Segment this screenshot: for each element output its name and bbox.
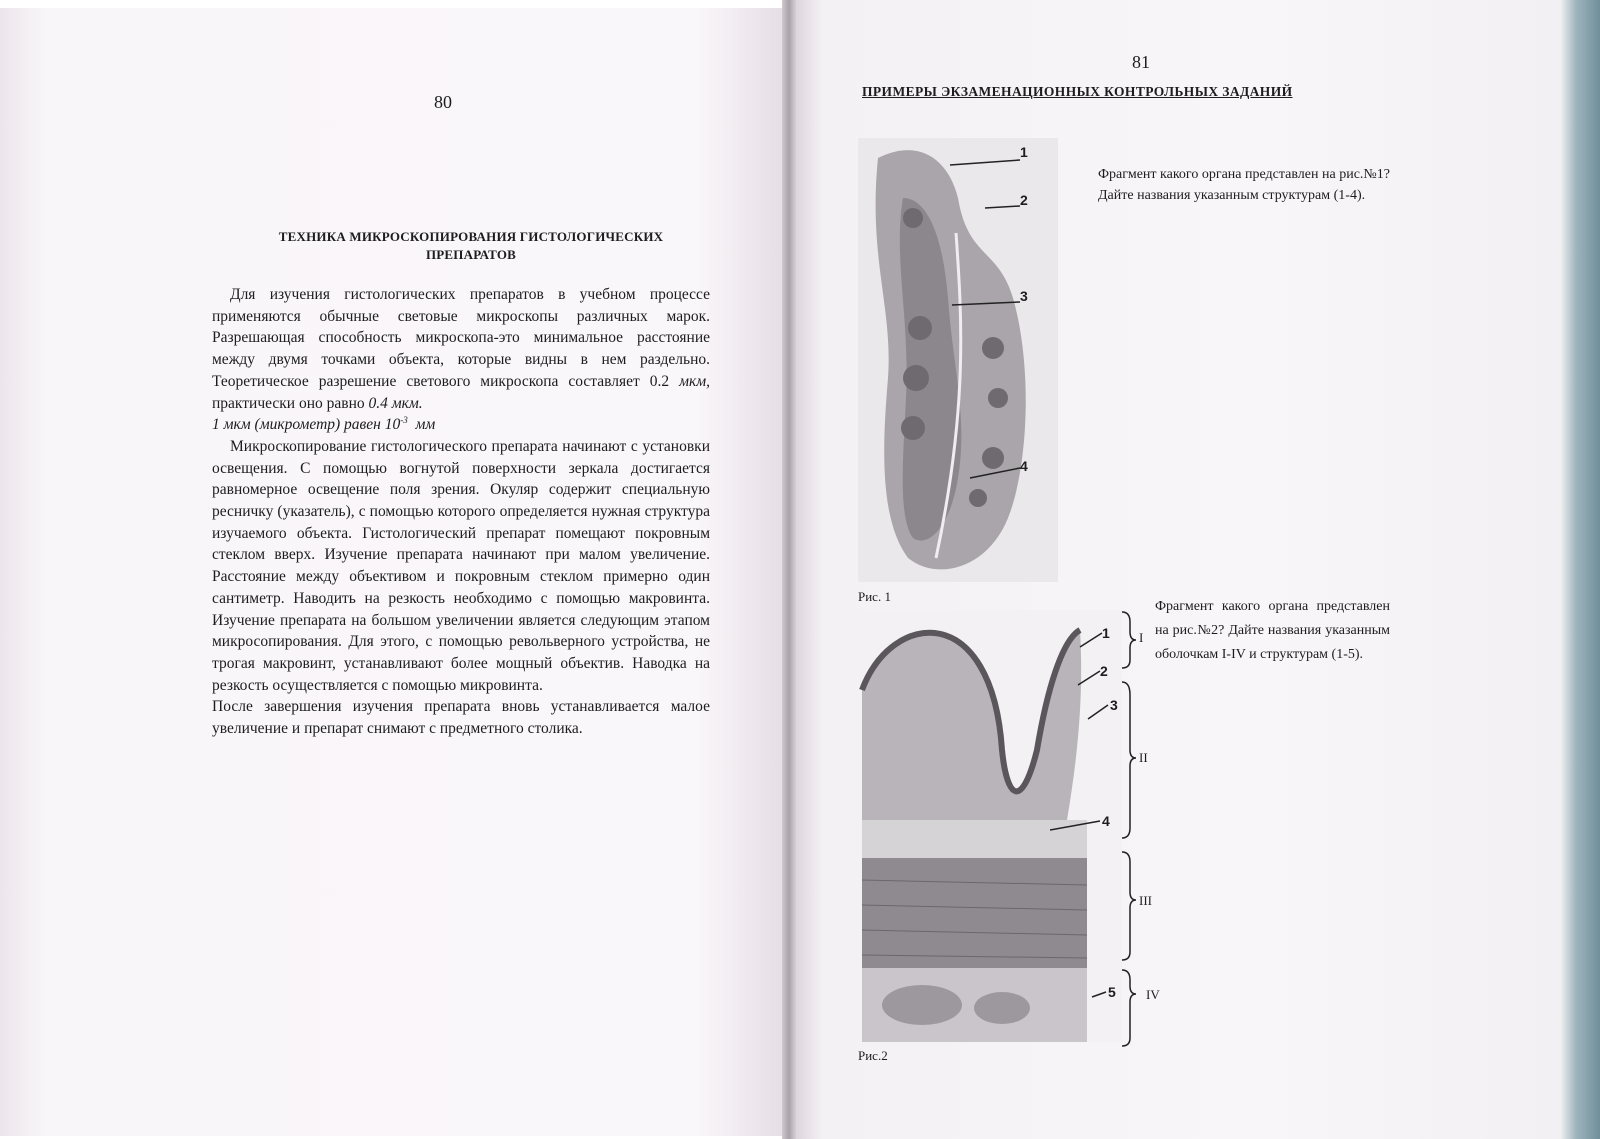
fig2-label-3: 3 [1110, 697, 1118, 713]
figure-1-pointers [940, 150, 1022, 480]
paragraph-finish: После завершения изучения препарата вновь устанавливается малое увеличение и препарат снимают с предметного столика. [212, 698, 710, 738]
page-edge [1560, 0, 1600, 1139]
fig2-layer-I: I [1139, 630, 1144, 645]
question-1: Фрагмент какого органа представлен на рис.№1? Дайте названия указанным структурам (1-4). [1098, 167, 1390, 203]
vessel-1 [882, 985, 962, 1025]
fig2-layer-IV: IV [1146, 987, 1160, 1002]
fig2-label-5: 5 [1108, 984, 1116, 1000]
left-page-title [230, 228, 712, 264]
question-2: Фрагмент какого органа представлен на рис.№2? Дайте названия указанным оболочкам I-IV и структурам (1-5). [1155, 599, 1390, 662]
figure-1-caption: Рис. 1 [858, 589, 891, 604]
left-title-line2: ПРЕПАРАТОВ [425, 247, 517, 262]
left-title-line1: ТЕХНИКА МИКРОСКОПИРОВАНИЯ ГИСТОЛОГИЧЕСКИХ [278, 229, 664, 244]
figure-2-caption: Рис.2 [858, 1048, 888, 1063]
fig2-label-1: 1 [1102, 625, 1110, 641]
fig1-label-4: 4 [1020, 458, 1028, 474]
fig1-label-1: 1 [1020, 144, 1028, 160]
figure-2-pointers [1050, 625, 1110, 1000]
fig1-label-2: 2 [1020, 192, 1028, 208]
figure-2-brackets [1120, 610, 1140, 1050]
fig2-layer-III: III [1139, 893, 1152, 908]
page-number-right: 81 [1132, 52, 1150, 72]
paragraph-micrometer: 1 мкм (микрометр) равен $10^{-3}$ мм [212, 415, 436, 434]
paragraph-technique: Микроскопирование гистологического препарата начинают с установки освещения. С помощью вогнутой поверхности зеркала достигается равномерное освещение поля зрения. Окуляр содержит специальную ресничку (указатель), с помощью которого определяется нужная структура изучаемого объекта. Гистологический препарат помещают покровным стеклом вверх. Изучение препарата начинают при малом увеличение. Расстояние между объективом и покровным стеклом примерно один сантиметр. Наводить на резкость необходимо с помощью макровинта. Изучение препарата на большом увеличении является следующим этапом микросопирования. Для этого, с помощью револьверного устройства, не трогая макровинт, устанавливают более мощный объектив. Наводка на резкость осуществляется с помощью микровинта. [212, 437, 710, 694]
book-gutter [782, 0, 796, 1139]
paragraph-resolution: Для изучения гистологических препаратов в учебном процессе применяются обычные световые микроскопы различных марок. Разрешающая способность микроскопа-это минимальное расстояние между двумя точками объекта, которые видны в нем раздельно. Теоретическое разрешение светового микроскопа составляет 0.2 мкм, практически оно равно 0.4 мкм. [212, 286, 710, 412]
right-page-title: ПРИМЕРЫ ЭКЗАМЕНАЦИОННЫХ КОНТРОЛЬНЫХ ЗАДАНИЙ [862, 84, 1293, 99]
fig2-label-4: 4 [1102, 813, 1110, 829]
fig2-layer-II: II [1139, 750, 1148, 765]
fig1-label-3: 3 [1020, 288, 1028, 304]
vessel-2 [974, 992, 1030, 1024]
left-page-body [212, 284, 710, 740]
page-number-left: 80 [434, 92, 452, 112]
fig2-label-2: 2 [1100, 663, 1108, 679]
